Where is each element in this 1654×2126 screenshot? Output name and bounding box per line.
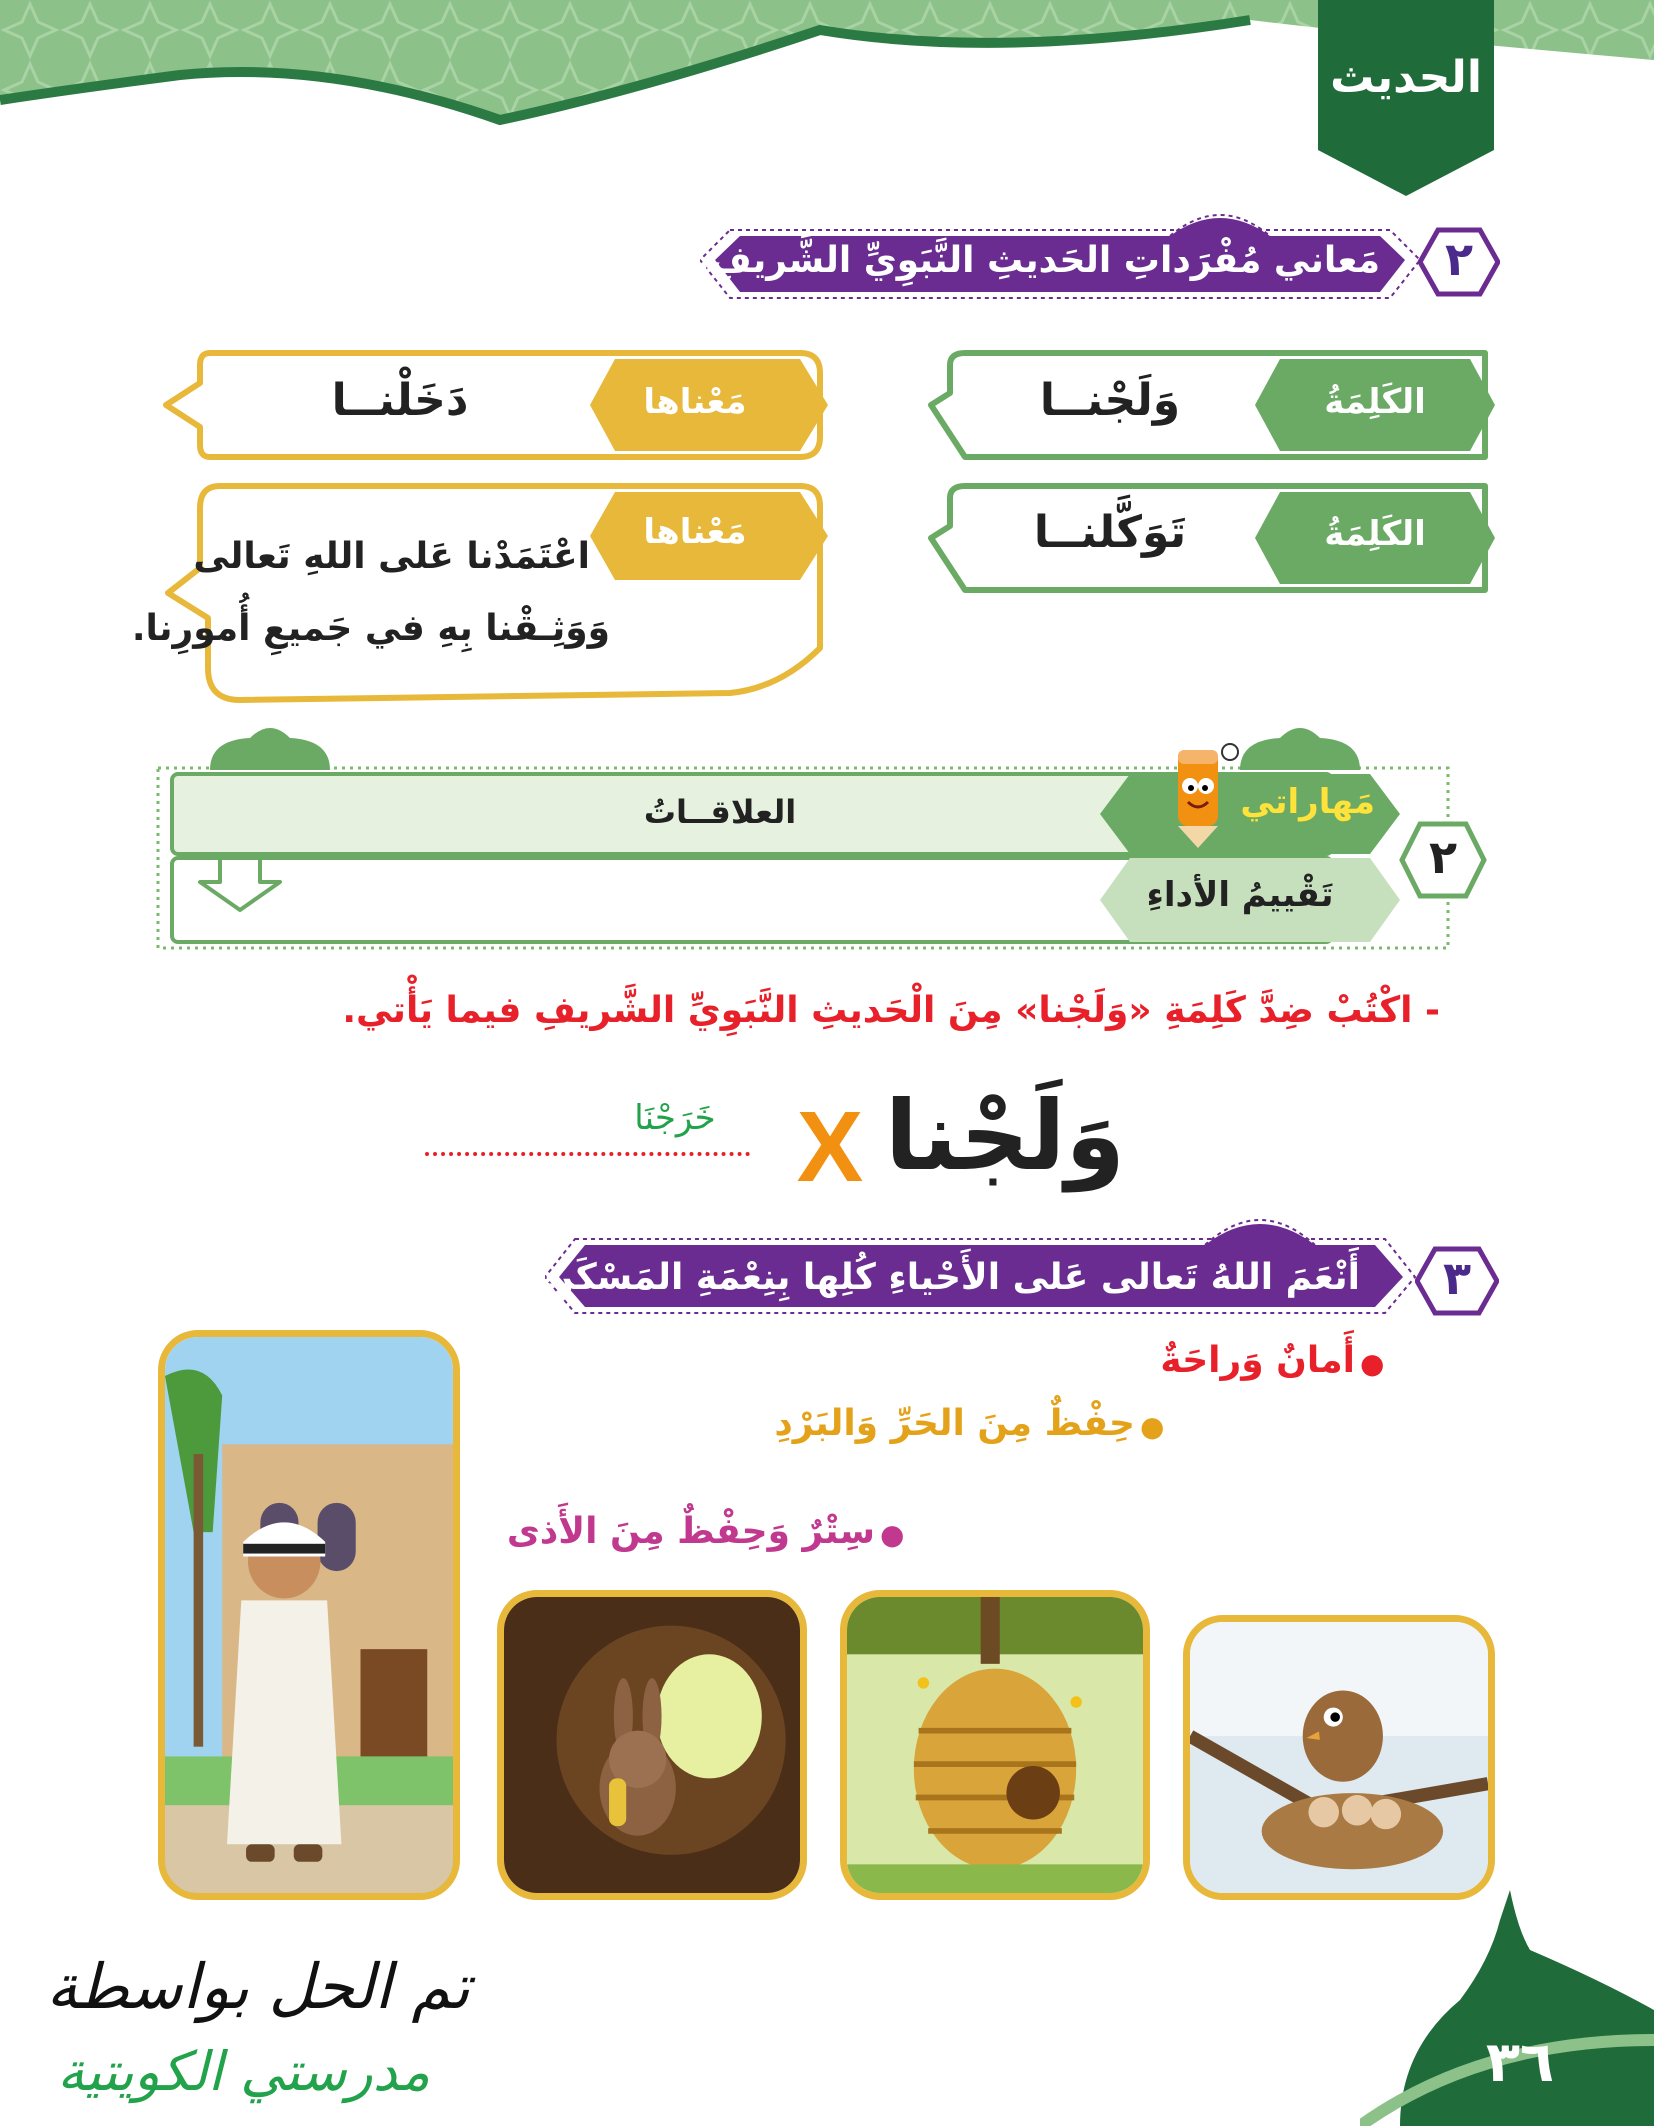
- skills-panel: [150, 710, 1495, 960]
- shelter-header: أَنْعَمَ اللهُ تَعالى عَلى الأَحْياءِ كُلِها بِنِعْمَةِ المَسْكَنِ.: [529, 1257, 1360, 1298]
- opposite-mark: X: [796, 1091, 864, 1203]
- word-tag-1: الكَلِمَةُ: [1324, 382, 1426, 422]
- beehive-image: [840, 1590, 1150, 1900]
- meaning-tag-2: مَعْناها: [643, 512, 747, 552]
- exercise-answer[interactable]: خَرَجْنَا: [634, 1098, 716, 1138]
- exercise-word: وَلَجْنا: [884, 1080, 1126, 1192]
- page-number: ٣٦: [1485, 2030, 1555, 2095]
- bullet-dot-1: ●: [1360, 1347, 1385, 1380]
- word-1: وَلَجْنــا: [1039, 375, 1181, 426]
- skills-subtag: تَقْييمُ الأداءِ: [1146, 875, 1334, 915]
- word-2: تَوَكَّلنــا: [1033, 507, 1187, 558]
- bullet-dot-2: ●: [1140, 1410, 1165, 1443]
- house-boy-image: [158, 1330, 460, 1900]
- meanings-header: مَعاني مُفْرَداتِ الحَديثِ النَّبَوِيِّ الشَّريفِ.: [696, 240, 1380, 281]
- bullet-2: حِفْظٌ مِنَ الحَرِّ وَالبَرْدِ: [774, 1403, 1135, 1444]
- word-tag-2: الكَلِمَةُ: [1324, 514, 1426, 554]
- meaning-tag-1: مَعْناها: [643, 382, 747, 422]
- solution-credit-line-1: تم الحل بواسطة: [46, 1950, 470, 2023]
- bird-nest-image: [1183, 1615, 1495, 1900]
- skills-topic: العلاقــاتُ: [643, 793, 797, 831]
- solution-credit-line-2: مدرستي الكويتية: [57, 2040, 430, 2103]
- skills-tag: مَهاراتي: [1240, 782, 1375, 822]
- rabbit-burrow-image: [497, 1590, 807, 1900]
- answer-line[interactable]: [425, 1152, 750, 1156]
- exercise-instruction: - اكْتُبْ ضِدَّ كَلِمَةِ «وَلَجْنا» مِنَ الْحَديثِ النَّبَوِيِّ الشَّريفِ فيما يَأْتي.: [342, 990, 1440, 1031]
- section-title: الحديث: [1330, 52, 1482, 103]
- skills-number: ٢: [1428, 830, 1458, 884]
- meaning-1: دَخَلْنــا: [331, 375, 469, 426]
- meaning-2-line-1: اعْتَمَدْنا عَلى اللهِ تَعالى: [193, 536, 590, 577]
- pencil-mascot-icon: [1160, 740, 1240, 852]
- meaning-2-line-2: وَوَثِـقْنا بِهِ في جَميعِ أُمورِنا.: [131, 608, 610, 649]
- shelter-number: ٣: [1442, 1251, 1472, 1305]
- bullet-3: سِتْرٌ وَحِفْظٌ مِنَ الأَذى: [506, 1511, 875, 1552]
- bullet-dot-3: ●: [880, 1518, 905, 1551]
- meanings-number: ٢: [1444, 232, 1474, 286]
- bullet-1: أَمانٌ وَراحَةٌ: [1160, 1340, 1355, 1381]
